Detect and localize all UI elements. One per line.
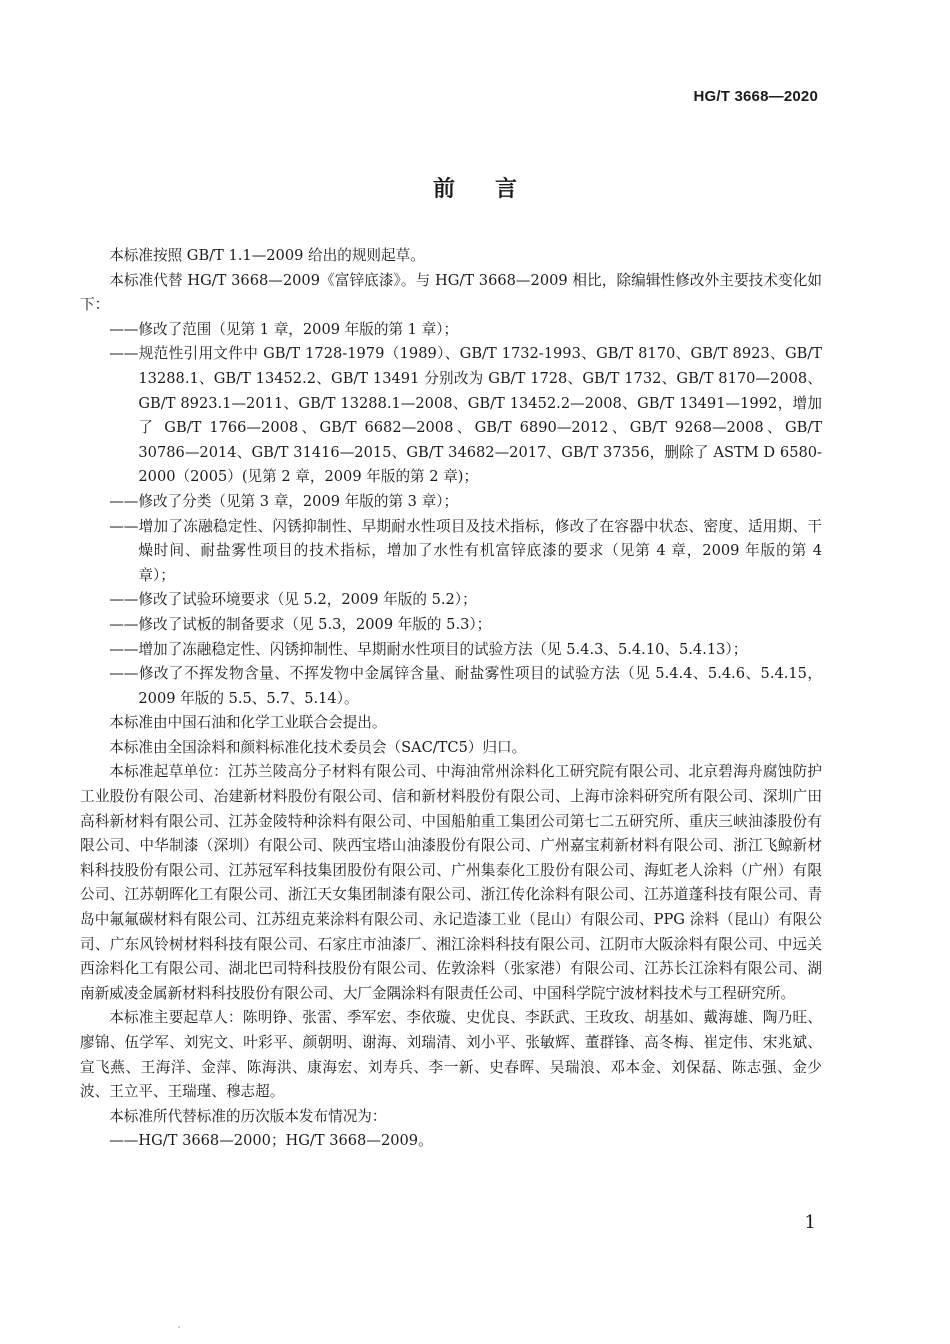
list-item: ——增加了冻融稳定性、闪锈抑制性、早期耐水性项目及技术指标，修改了在容器中状态、密度、适用期、干燥时间、耐盐雾性项目的技术指标，增加了水性有机富锌底漆的要求（见第 4 章，2009 年版的第 4 章）； xyxy=(109,517,822,584)
list-item: ——规范性引用文件中 GB/T 1728-1979（1989）、GB/T 1732-1993、GB/T 8170、GB/T 8923、GB/T 13288.1、GB/T 13452.2、GB/T 13491 分别改为 GB/T 1728、GB/T 1732、GB/T 8170—2008、GB/T 8923.1—2011、GB/T 13288.1—2008、GB/T 13452.2—2008、GB/T 13491—1992，增加了 GB/T 1766—2008、GB/T 6682—2008、GB/T 6890—2012、GB/T 9268—2008、GB/T 30786—2014、GB/T 31416—2015、GB/T 34682—2017、GB/T 37356，删除了 ASTM D 6580-2000（2005）(见第 2 章，2009 年版的第 2 章)； xyxy=(109,345,822,486)
paragraph: 本标准起草单位：江苏兰陵高分子材料有限公司、中海油常州涂料化工研究院有限公司、北京碧海舟腐蚀防护工业股份有限公司、冶建新材料股份有限公司、信和新材料股份有限公司、上海市涂料研究所有限公司、深圳广田高科新材料有限公司、江苏金陵特种涂料有限公司、中国船舶重工集团公司第七二五研究所、重庆三峡油漆股份有限公司、中华制漆（深圳）有限公司、陕西宝塔山油漆股份有限公司、广州嘉宝莉新材料有限公司、浙江飞鲸新材料科技股份有限公司、江苏冠军科技集团股份有限公司、广州集泰化工股份有限公司、海虹老人涂料（广州）有限公司、江苏朝晖化工有限公司、浙江天女集团制漆有限公司、浙江传化涂料有限公司、江苏道蓬科技有限公司、青岛中氟氟碳材料有限公司、江苏纽克莱涂料有限公司、永记造漆工业（昆山）有限公司、PPG 涂料（昆山）有限公司、广东风铃树材料科技有限公司、石家庄市油漆厂、湘江涂料科技有限公司、江阴市大阪涂料有限公司、中远关西涂料化工有限公司、湖北巴司特科技股份有限公司、佐敦涂料（张家港）有限公司、江苏长江涂料有限公司、湖南新威凌金属新材料科技股份有限公司、大厂金隅涂料有限责任公司、中国科学院宁波材料技术与工程研究所。 xyxy=(80,763,822,1002)
document-body xyxy=(80,244,822,1154)
paragraph: 本标准按照 GB/T 1.1—2009 给出的规则起草。 xyxy=(109,247,425,264)
list-item: ——修改了试板的制备要求（见 5.3，2009 年版的 5.3）； xyxy=(109,615,492,633)
standard-number: HG/T 3668—2020 xyxy=(693,88,818,105)
paragraph: 本标准所代替标准的历次版本发布情况为： xyxy=(109,1107,387,1125)
page-title: 前言 xyxy=(432,177,557,202)
page-number: 1 xyxy=(804,1212,816,1233)
list-item: ——修改了不挥发物含量、不挥发物中金属锌含量、耐盐雾性项目的试验方法（见 5.4.4、5.4.6、5.4.15，2009 年版的 5.5、5.7、5.14）。 xyxy=(109,665,822,707)
list-item: ——修改了试验环境要求（见 5.2，2009 年版的 5.2）； xyxy=(109,591,477,609)
list-item: ——修改了范围（见第 1 章，2009 年版的第 1 章）； xyxy=(109,320,459,338)
paragraph: 本标准由中国石油和化学工业联合会提出。 xyxy=(109,714,387,732)
list-item: ——增加了冻融稳定性、闪锈抑制性、早期耐水性项目的试验方法（见 5.4.3、5.4.10、5.4.13）； xyxy=(109,640,748,658)
list-item: ——HG/T 3668—2000；HG/T 3668—2009。 xyxy=(109,1132,433,1150)
scan-speck xyxy=(178,1326,180,1328)
paragraph: 本标准主要起草人：陈明铮、张雷、季军宏、李依璇、史优良、李跃武、王玫玫、胡基如、戴海雄、陶乃旺、廖锦、伍学军、刘宪文、叶彩平、颜朝明、谢海、刘瑞清、刘小平、张敏辉、董群锋、高冬梅、崔定伟、宋兆斌、宣飞燕、王海洋、金萍、陈海洪、康海宏、刘寿兵、李一新、史春晖、吴瑞浪、邓本金、刘保磊、陈志强、金少波、王立平、王瑞瑾、穆志超。 xyxy=(80,1009,822,1101)
paragraph: 本标准代替 HG/T 3668—2009《富锌底漆》。与 HG/T 3668—2009 相比，除编辑性修改外主要技术变化如下： xyxy=(80,271,822,314)
list-item: ——修改了分类（见第 3 章，2009 年版的第 3 章）； xyxy=(109,492,459,510)
paragraph: 本标准由全国涂料和颜料标准化技术委员会（SAC/TC5）归口。 xyxy=(109,738,527,756)
